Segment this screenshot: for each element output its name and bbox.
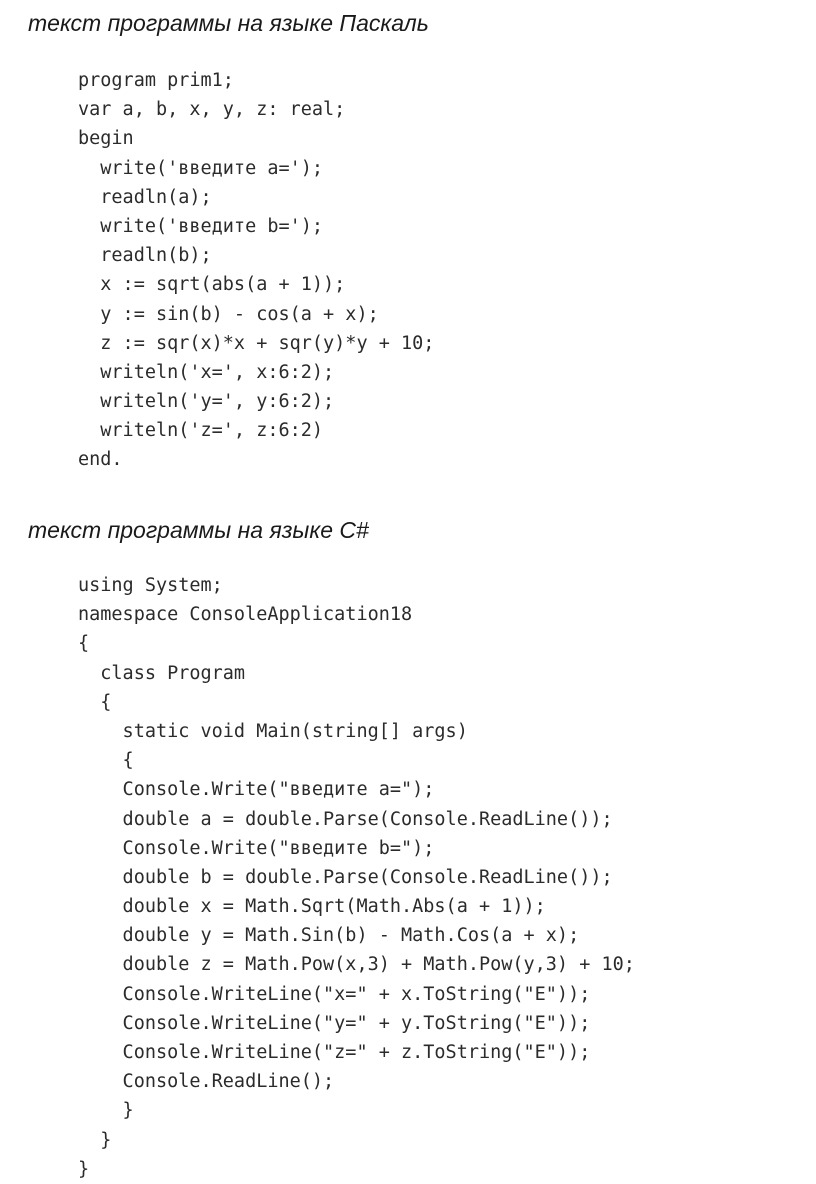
code-line: readln(a); <box>78 186 212 208</box>
code-line: readln(b); <box>78 245 212 267</box>
pascal-heading: текст программы на языке Паскаль <box>28 10 429 36</box>
code-line: Console.WriteLine("z=" + z.ToString("E")); <box>78 1042 591 1063</box>
code-line: double b = double.Parse(Console.ReadLine()); <box>78 866 613 888</box>
code-line: writeln('y=', y:6:2); <box>78 391 335 413</box>
code-line: { <box>78 750 134 772</box>
code-line: write('введите b='); <box>78 215 324 237</box>
code-line: } <box>78 1100 134 1122</box>
code-line: double x = Math.Sqrt(Math.Abs(a + 1)); <box>78 896 546 918</box>
code-line: begin <box>78 128 134 150</box>
code-line: Console.ReadLine(); <box>78 1071 335 1093</box>
code-line: var a, b, x, y, z: real; <box>78 99 346 121</box>
csharp-code-block <box>78 571 635 1184</box>
code-line: double z = Math.Pow(x,3) + Math.Pow(y,3) + 10; <box>78 954 635 976</box>
code-line: program prim1; <box>78 70 234 91</box>
code-line: x := sqrt(abs(a + 1)); <box>78 274 346 296</box>
code-line: class Program <box>78 662 246 684</box>
code-line: using System; <box>78 575 223 596</box>
code-line: writeln('z=', z:6:2) <box>78 420 324 442</box>
csharp-heading: текст программы на языке C# <box>28 517 369 543</box>
code-line: end. <box>78 449 123 471</box>
code-line: y := sin(b) - cos(a + x); <box>78 303 379 325</box>
code-line: double y = Math.Sin(b) - Math.Cos(a + x); <box>78 925 580 947</box>
code-line: Console.WriteLine("x=" + x.ToString("E")); <box>78 983 591 1005</box>
code-line: double a = double.Parse(Console.ReadLine()); <box>78 808 613 830</box>
code-line: Console.Write("введите a="); <box>78 779 435 801</box>
code-line: } <box>78 1158 90 1180</box>
code-line: static void Main(string[] args) <box>78 720 468 742</box>
pascal-code-block <box>78 66 434 475</box>
code-line: } <box>78 1129 112 1151</box>
code-line: z := sqr(x)*x + sqr(y)*y + 10; <box>78 332 435 354</box>
code-line: { <box>78 633 90 655</box>
code-line: write('введите a='); <box>78 157 324 179</box>
code-line: Console.WriteLine("y=" + y.ToString("E")); <box>78 1012 591 1034</box>
code-line: { <box>78 691 112 713</box>
code-line: writeln('x=', x:6:2); <box>78 361 335 383</box>
code-line: Console.Write("введите b="); <box>78 837 435 859</box>
code-line: namespace ConsoleApplication18 <box>78 604 413 626</box>
